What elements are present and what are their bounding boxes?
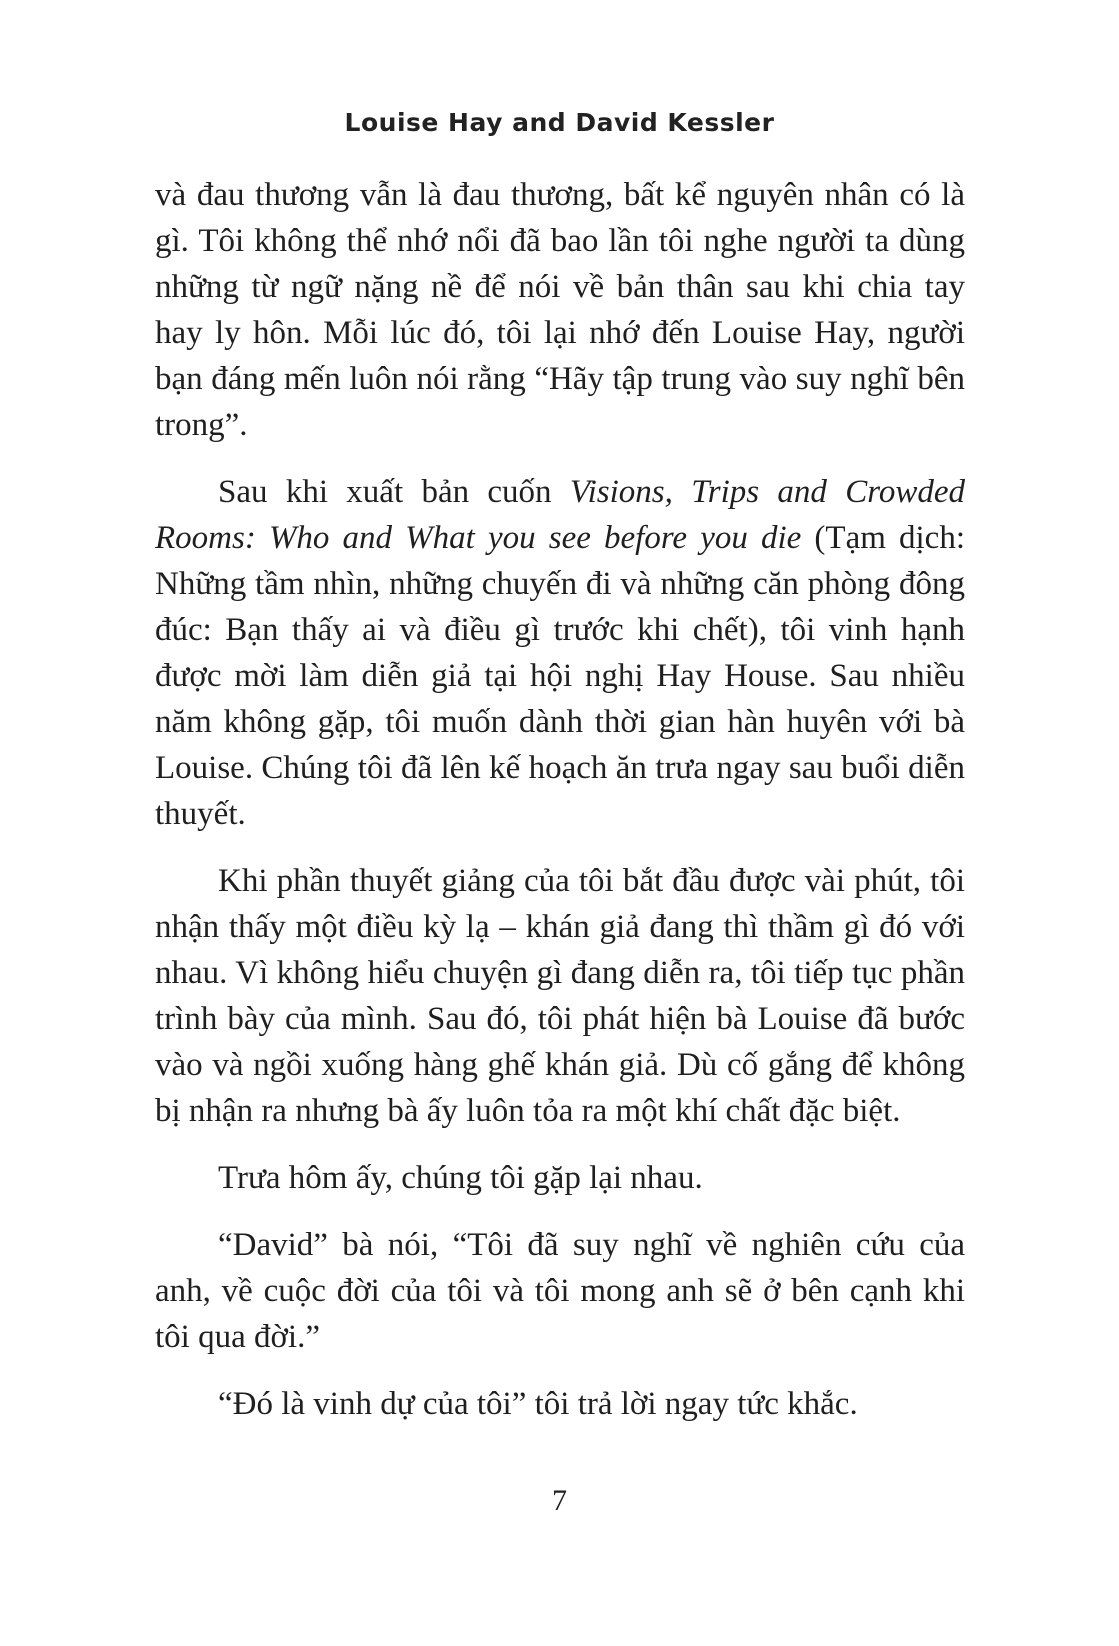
- paragraph-3: Khi phần thuyết giảng của tôi bắt đầu được vài phút, tôi nhận thấy một điều kỳ lạ – khán giả đang thì thầm gì đó với nhau. Vì không hiểu chuyện gì đang diễn ra, tôi tiếp tục phần trình bày của mình. Sau đó, tôi phát hiện bà Louise đã bước vào và ngồi xuống hàng ghế khán giả. Dù cố gắng để không bị nhận ra nhưng bà ấy luôn tỏa ra một khí chất đặc biệt.: [155, 863, 965, 1129]
- paragraph-6: “Đó là vinh dự của tôi” tôi trả lời ngay tức khắc.: [218, 1386, 858, 1422]
- running-header: Louise Hay and David Kessler: [344, 108, 775, 137]
- body-text: [155, 172, 965, 1448]
- paragraph-2-regular-tail: (Tạm dịch: Những tầm nhìn, những chuyến đi và những căn phòng đông đúc: Bạn thấy ai và điều gì trước khi chết), tôi vinh hạnh được mời làm diễn giả tại hội nghị Hay House. Sau nhiều năm không gặp, tôi muốn dành thời gian hàn huyên với bà Louise. Chúng tôi đã lên kế hoạch ăn trưa ngay sau buổi diễn thuyết.: [155, 520, 965, 832]
- book-title-italic: Visions, Trips and Crowded Rooms: Who and What you see before you die: [155, 474, 966, 556]
- paragraph-1: và đau thương vẫn là đau thương, bất kể nguyên nhân có là gì. Tôi không thể nhớ nổi đã bao lần tôi nghe người ta dùng những từ ngữ nặng nề để nói về bản thân sau khi chia tay hay ly hôn. Mỗi lúc đó, tôi lại nhớ đến Louise Hay, người bạn đáng mến luôn nói rằng “Hãy tập trung vào suy nghĩ bên trong”.: [155, 177, 965, 443]
- paragraph-5: “David” bà nói, “Tôi đã suy nghĩ về nghiên cứu của anh, về cuộc đời của tôi và tôi mong anh sẽ ở bên cạnh khi tôi qua đời.”: [155, 1227, 965, 1355]
- paragraph-2-regular-lead: Sau khi xuất bản cuốn: [218, 474, 570, 510]
- paragraph-2: [155, 469, 965, 837]
- page-number: 7: [552, 1484, 567, 1517]
- paragraph-4: Trưa hôm ấy, chúng tôi gặp lại nhau.: [218, 1160, 703, 1196]
